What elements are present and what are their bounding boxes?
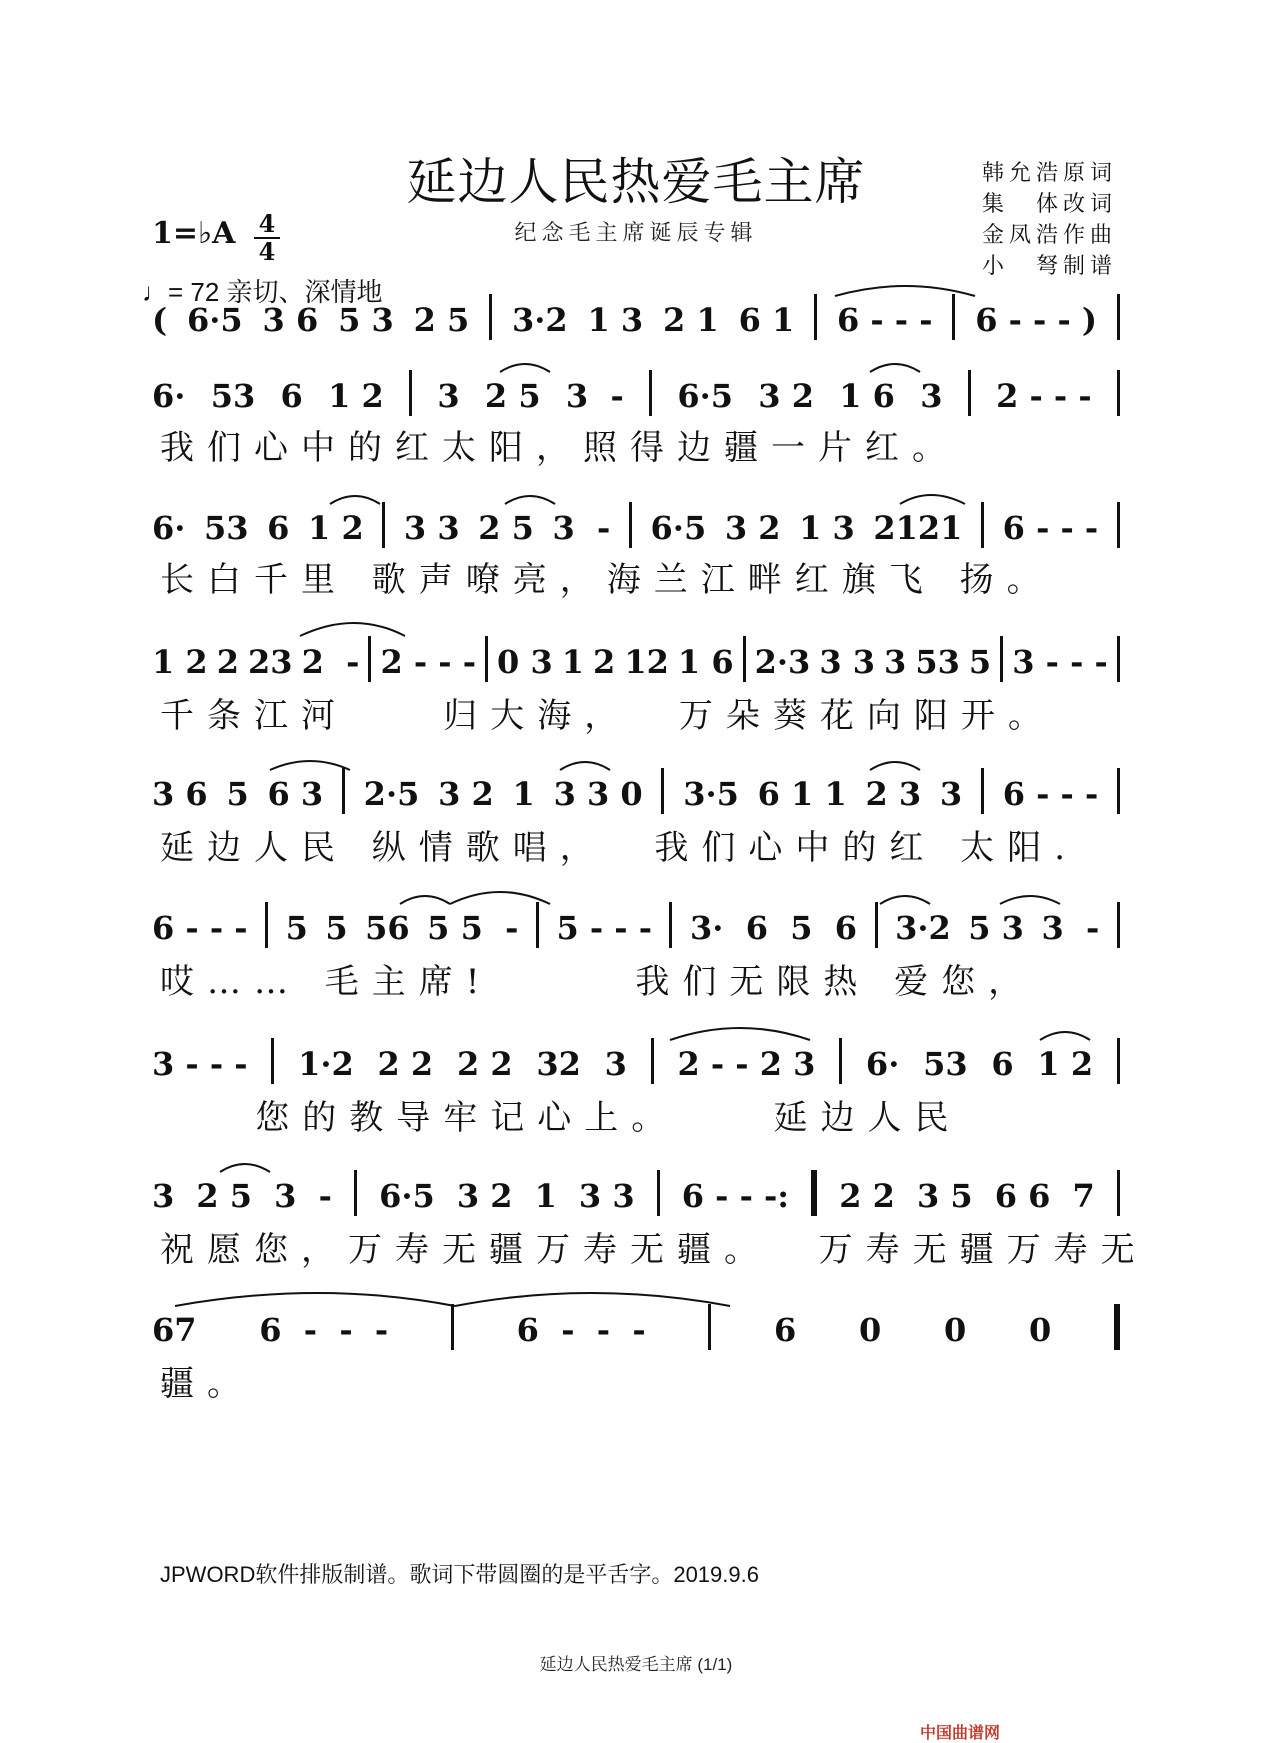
barline xyxy=(629,502,632,548)
barline xyxy=(968,370,971,416)
credit-composer: 金凤浩作曲 xyxy=(982,223,1118,248)
note-group: 6 xyxy=(280,377,303,415)
barline xyxy=(354,1170,357,1216)
note-group: 6·5 xyxy=(379,1177,435,1215)
note-group: 0 xyxy=(944,1311,967,1349)
barline xyxy=(981,502,984,548)
time-numerator: 4 xyxy=(258,209,276,238)
note-group: 2 5 xyxy=(478,509,534,547)
note-group: 3 5 xyxy=(917,1177,973,1215)
note-group: 2 - - 2 3 xyxy=(677,1045,816,1083)
barline xyxy=(265,902,268,948)
barline xyxy=(952,294,955,340)
barline xyxy=(342,768,345,814)
page-title: 延边人民热爱毛主席 xyxy=(406,153,866,211)
barline xyxy=(382,502,385,548)
barline xyxy=(661,768,664,814)
barline xyxy=(1117,502,1120,548)
lyric-line-7: 您的教导牢记心上。 延边人民 xyxy=(160,1098,962,1138)
note-group: 6·5 xyxy=(187,301,243,339)
barline xyxy=(1117,1170,1120,1216)
note-group: 3 xyxy=(152,1177,175,1215)
note-group: 5 xyxy=(285,909,308,947)
barline xyxy=(1114,1304,1120,1350)
barline xyxy=(657,1170,660,1216)
note-group: 6· xyxy=(152,509,186,547)
note-group: 1 6 xyxy=(677,643,734,681)
note-group: 5 xyxy=(226,775,249,813)
note-group: 2 xyxy=(593,643,616,681)
note-group: 2 xyxy=(216,643,239,681)
barline xyxy=(368,636,371,682)
note-group: 6 - - - ) xyxy=(975,301,1098,339)
note-group: 2 3 xyxy=(865,775,922,813)
note-group: 2 2 xyxy=(456,1045,513,1083)
barline xyxy=(875,902,878,948)
note-group: 6 3 xyxy=(267,775,324,813)
note-group: 6· xyxy=(865,1045,900,1083)
note-group: 1 3 xyxy=(587,301,644,339)
barline xyxy=(1117,370,1120,416)
note-group: 3 3 0 xyxy=(553,775,643,813)
note-group: 3·5 xyxy=(683,775,739,813)
note-group: 1 2 xyxy=(328,377,384,415)
note-group: 3 2 xyxy=(758,377,814,415)
score-system-1 xyxy=(152,292,1120,340)
note-group: 6 xyxy=(774,1311,797,1349)
note-group: 6 - - - xyxy=(1002,509,1099,547)
note-group: 3 xyxy=(604,1045,627,1083)
note-group: 67 xyxy=(152,1311,197,1349)
barline xyxy=(743,636,746,682)
note-group: 56 xyxy=(365,909,410,947)
note-group: 6 1 1 xyxy=(757,775,847,813)
note-group: 1 3 xyxy=(799,509,855,547)
lyric-line-8: 祝愿您，万寿无疆万寿无疆。 万寿无疆万寿无 xyxy=(160,1230,1148,1270)
score-system-7 xyxy=(152,1036,1120,1084)
note-group: 6 - - - xyxy=(1002,775,1099,813)
site-watermark: 中国曲谱网 xyxy=(920,1725,1001,1742)
note-group: 3 - xyxy=(552,509,611,547)
note-group: 1 6 xyxy=(839,377,895,415)
note-group: 1·2 xyxy=(298,1045,354,1083)
barline xyxy=(649,370,652,416)
barline xyxy=(485,636,488,682)
barline xyxy=(451,1304,454,1350)
credit-transcriber: 小 弩制谱 xyxy=(982,254,1118,279)
lyric-line-6: 哎…… 毛主席! 我们无限热 爱您， xyxy=(160,962,1036,1002)
barline xyxy=(489,294,492,340)
note-group: 3·2 xyxy=(511,301,568,339)
note-group: ( xyxy=(152,301,168,339)
note-group: 1 xyxy=(512,775,535,813)
barline xyxy=(1117,902,1120,948)
note-group: 3 - - - xyxy=(1012,643,1108,681)
note-group: 3 - xyxy=(565,377,624,415)
page-subtitle: 纪念毛主席诞辰专辑 xyxy=(514,221,758,246)
note-group: 3 3 xyxy=(819,643,876,681)
note-group: 5 5 - xyxy=(427,909,519,947)
credit-reviser: 集 体改词 xyxy=(982,192,1118,217)
note-group: 53 xyxy=(204,509,249,547)
barline xyxy=(1117,294,1120,340)
lyric-line-5: 延边人民 纵情歌唱， 我们心中的红 太阳. xyxy=(160,828,1079,868)
note-group: 2 - xyxy=(301,643,360,681)
note-group: 2 2 xyxy=(377,1045,434,1083)
note-group: 7 xyxy=(1072,1177,1095,1215)
note-group: 6· xyxy=(152,377,186,415)
note-group: 1 2 xyxy=(308,509,364,547)
note-group: 2·5 xyxy=(363,775,420,813)
score-system-5 xyxy=(152,766,1120,814)
note-group: 3 xyxy=(920,377,943,415)
note-group: 3 - xyxy=(1041,909,1100,947)
note-group: 32 xyxy=(536,1045,581,1083)
note-group: 2 2 xyxy=(839,1177,895,1215)
score-system-2 xyxy=(152,368,1120,416)
barline xyxy=(1117,1038,1120,1084)
note-group: 2 - - - xyxy=(380,643,476,681)
lyric-line-9: 疆。 xyxy=(160,1364,254,1404)
note-group: 0 xyxy=(1028,1311,1052,1349)
barline xyxy=(811,1170,817,1216)
note-group: 3 3 xyxy=(403,509,460,547)
score-system-4 xyxy=(152,634,1120,682)
barline xyxy=(708,1304,711,1350)
credit-lyricist: 韩允浩原词 xyxy=(982,161,1118,186)
score-system-9 xyxy=(152,1302,1120,1350)
score-system-8 xyxy=(152,1168,1120,1216)
footnote: JPWORD软件排版制谱。歌词下带圆圈的是平舌字。2019.9.6 xyxy=(160,1562,759,1587)
note-group: 2 - - - xyxy=(996,377,1092,415)
footer-page-title: 延边人民热爱毛主席 (1/1) xyxy=(539,1655,733,1674)
barline xyxy=(839,1038,842,1084)
note-group: 0 3 xyxy=(497,643,553,681)
barline xyxy=(1117,768,1120,814)
note-group: 6 - - - xyxy=(836,301,933,339)
tempo-marking: ♩= 72 亲切、深情地 xyxy=(142,277,383,307)
note-group: 6·5 xyxy=(650,509,707,547)
note-group: 2 5 xyxy=(196,1177,253,1215)
note-group: 53 xyxy=(915,643,960,681)
barline xyxy=(981,768,984,814)
barline xyxy=(536,902,539,948)
note-group: 3 2 xyxy=(438,775,494,813)
note-group: 2 1 xyxy=(663,301,719,339)
note-group: 6 - - - xyxy=(152,909,248,947)
note-group: 5 3 xyxy=(338,301,394,339)
lyric-line-2: 我们心中的红太阳，照得边疆一片红。 xyxy=(160,428,959,468)
note-group: 3 2 xyxy=(724,509,781,547)
note-group: 3 6 xyxy=(262,301,319,339)
note-group: 2 5 xyxy=(413,301,470,339)
note-group: 5 - - - xyxy=(556,909,652,947)
note-group: 1 2 xyxy=(152,643,208,681)
note-group: 2121 xyxy=(873,509,963,547)
score-system-3 xyxy=(152,500,1120,548)
note-group: 5 xyxy=(325,909,348,947)
note-group: 6 6 xyxy=(994,1177,1051,1215)
time-denominator: 4 xyxy=(258,237,276,266)
note-group: 3 xyxy=(437,377,460,415)
barline xyxy=(1117,636,1120,682)
note-group: 53 xyxy=(923,1045,968,1083)
score-system-6 xyxy=(152,900,1120,948)
credits-block xyxy=(982,158,1117,282)
note-group: 12 xyxy=(624,643,669,681)
note-group: 6·5 xyxy=(677,377,733,415)
note-group: 6 xyxy=(991,1045,1014,1083)
note-group: 1 xyxy=(534,1177,557,1215)
note-group: 3 2 xyxy=(456,1177,513,1215)
note-group: 6 - - - xyxy=(259,1311,389,1349)
note-group: 6 1 xyxy=(738,301,795,339)
barline xyxy=(1000,636,1003,682)
note-group: 5 3 xyxy=(968,909,1024,947)
note-group: 3 - xyxy=(274,1177,332,1215)
note-group: 3 xyxy=(939,775,963,813)
note-group: 2·3 xyxy=(754,643,811,681)
note-group: 53 xyxy=(210,377,256,415)
barline xyxy=(669,902,672,948)
note-group: 5 xyxy=(968,643,992,681)
barline xyxy=(814,294,817,340)
note-group: 3·2 xyxy=(895,909,951,947)
note-group: 3 xyxy=(884,643,907,681)
note-group: 1 xyxy=(561,643,585,681)
barline xyxy=(409,370,412,416)
barline xyxy=(271,1038,274,1084)
note-group: 3· 6 5 6 xyxy=(690,909,858,947)
note-group: 6 - - - xyxy=(516,1311,646,1349)
barline xyxy=(651,1038,654,1084)
note-group: 2 5 xyxy=(484,377,541,415)
note-group: 1 2 xyxy=(1037,1045,1094,1083)
note-group: 6 - - -: xyxy=(681,1177,790,1215)
note-group: 6 xyxy=(267,509,290,547)
lyric-line-3: 长白千里 歌声嘹亮，海兰江畔红旗飞 扬。 xyxy=(160,560,1054,600)
note-group: 3 3 xyxy=(578,1177,635,1215)
lyric-line-4: 千条江河 归大海， 万朵葵花向阳开。 xyxy=(160,696,1055,736)
note-group: 23 xyxy=(248,643,293,681)
key-signature: 1=♭A xyxy=(152,216,236,251)
note-group: 3 6 xyxy=(152,775,208,813)
note-group: 0 xyxy=(859,1311,882,1349)
note-group: 3 - - - xyxy=(152,1045,248,1083)
time-signature xyxy=(252,209,282,266)
